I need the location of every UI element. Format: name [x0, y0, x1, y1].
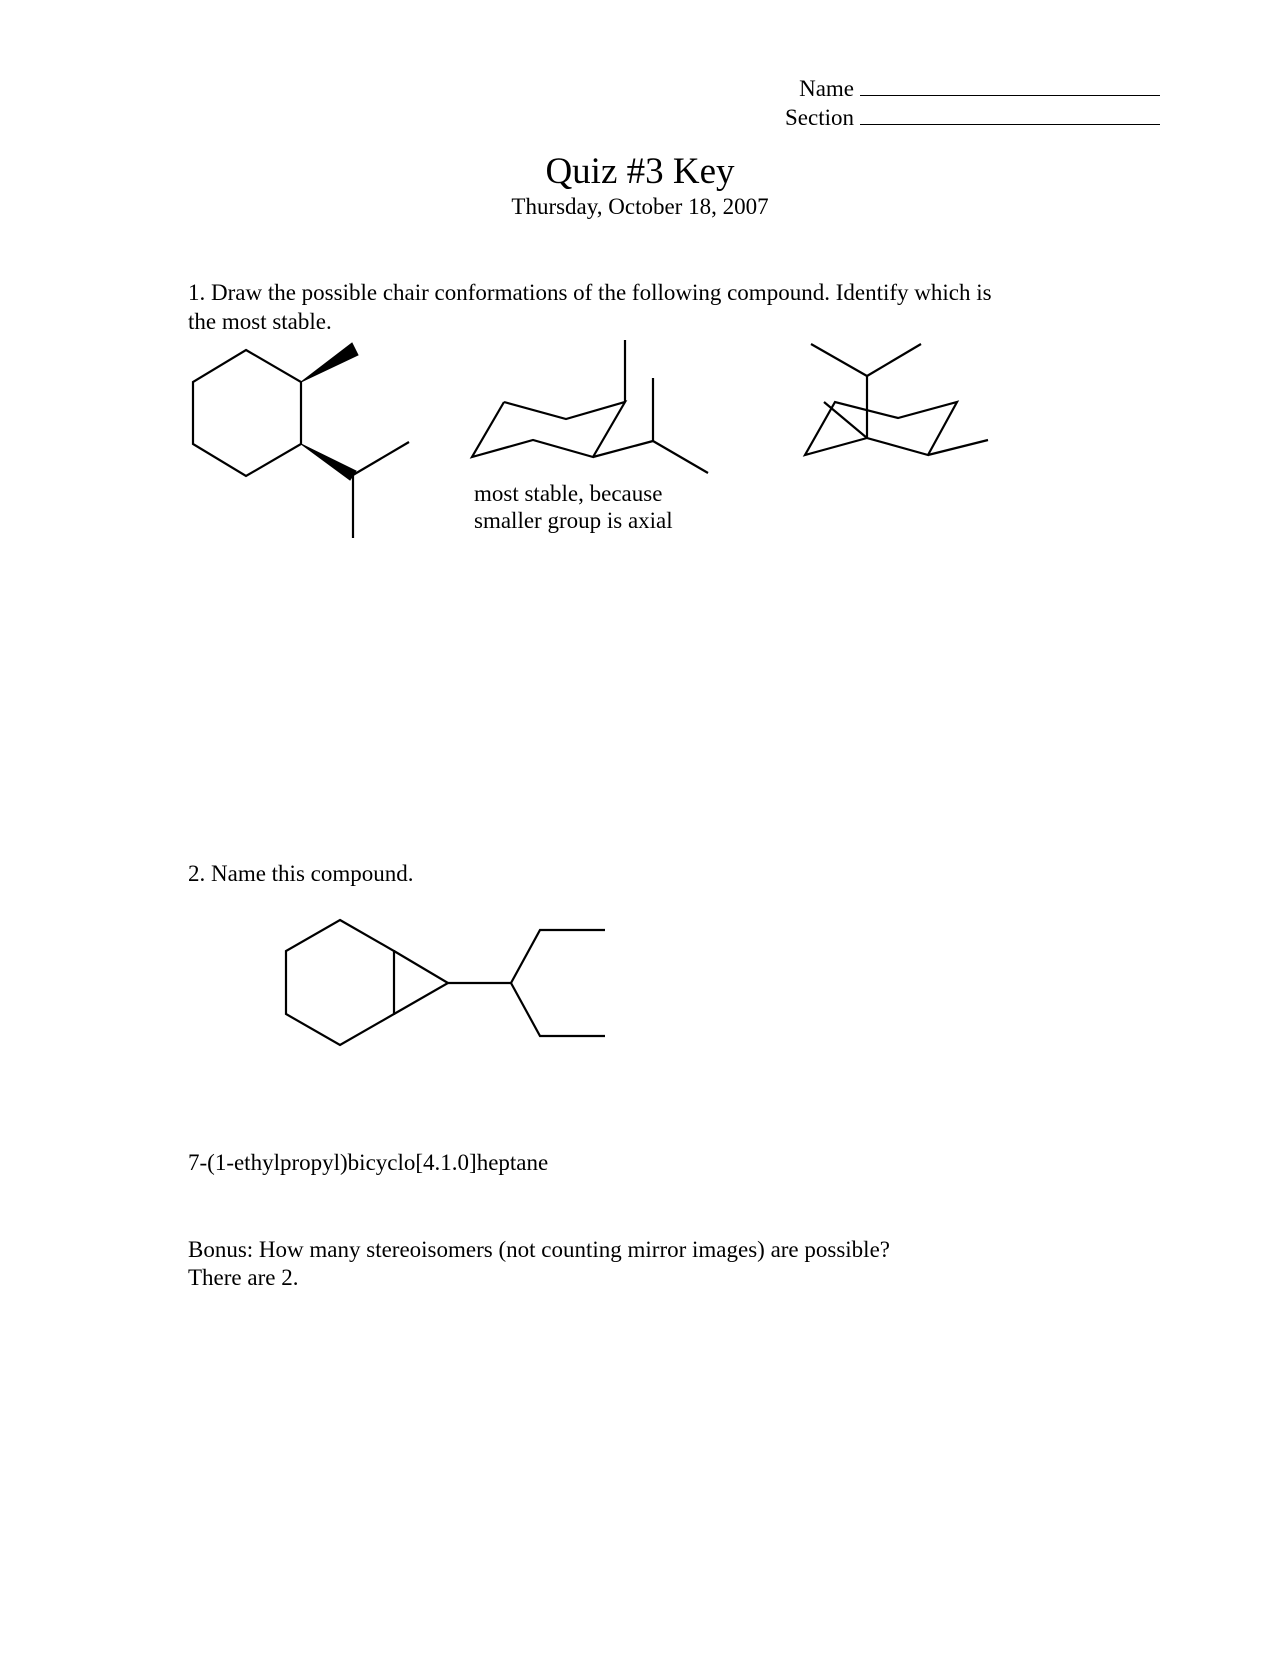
q1-note-line1: most stable, because [474, 481, 663, 506]
q2-ethyl-lower [511, 983, 605, 1036]
q2-six-membered-ring [286, 920, 394, 1045]
q2-ethyl-upper [511, 930, 605, 983]
section-label: Section [785, 105, 854, 130]
q1-note-line2: smaller group is axial [474, 508, 673, 533]
quiz-date: Thursday, October 18, 2007 [511, 194, 769, 219]
bonus-block [188, 1236, 890, 1292]
quiz-title: Quiz #3 Key [545, 151, 735, 192]
bonus-answer: There are 2. [188, 1265, 299, 1290]
bonus-question: Bonus: How many stereoisomers (not counting mirror images) are possible? [188, 1237, 890, 1262]
question1-prompt-line2: the most stable. [188, 309, 332, 334]
question2-answer: 7-(1-ethylpropyl)bicyclo[4.1.0]heptane [188, 1150, 549, 1175]
question1-prompt-line1: 1. Draw the possible chair conformations of the following compound. Identify which is [188, 280, 992, 305]
q2-cyclopropane-ring [394, 951, 448, 1014]
name-label: Name [799, 76, 854, 101]
question2-prompt: 2. Name this compound. [188, 861, 414, 886]
